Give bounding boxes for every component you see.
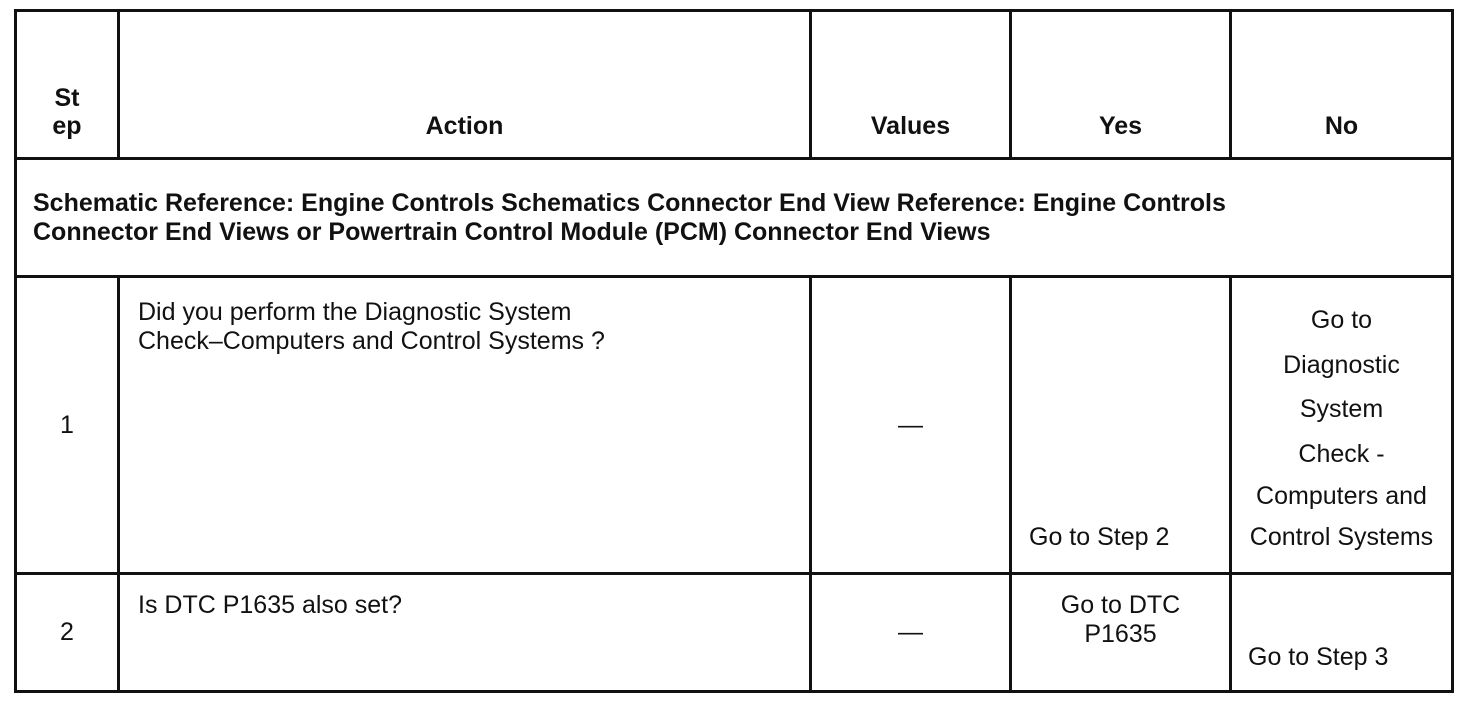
action-text: Is DTC P1635 also set? bbox=[119, 574, 811, 692]
step-number: 2 bbox=[16, 574, 119, 692]
reference-row bbox=[16, 159, 1453, 277]
values-cell: — bbox=[811, 574, 1011, 692]
header-values: Values bbox=[811, 11, 1011, 159]
step-number: 1 bbox=[16, 277, 119, 574]
diagnostic-table bbox=[14, 9, 1454, 693]
no-action: Go to Step 3 bbox=[1231, 574, 1453, 692]
header-row bbox=[16, 11, 1453, 159]
action-text: Did you perform the Diagnostic System Check–Computers and Control Systems ? bbox=[119, 277, 811, 574]
values-cell: — bbox=[811, 277, 1011, 574]
header-action: Action bbox=[119, 11, 811, 159]
schematic-reference: Schematic Reference: Engine Controls Schematics Connector End View Reference: Engine Controls Connector End Views or Powertrain Control Module (PCM) Connector End Views bbox=[16, 159, 1453, 277]
yes-action: Go to DTC P1635 bbox=[1011, 574, 1231, 692]
table-row bbox=[16, 277, 1453, 574]
yes-action: Go to Step 2 bbox=[1011, 277, 1231, 574]
no-action: Go to Diagnostic System Check - Computers and Control Systems bbox=[1231, 277, 1453, 574]
table-row bbox=[16, 574, 1453, 692]
header-no: No bbox=[1231, 11, 1453, 159]
header-step: St ep bbox=[16, 11, 119, 159]
header-yes: Yes bbox=[1011, 11, 1231, 159]
